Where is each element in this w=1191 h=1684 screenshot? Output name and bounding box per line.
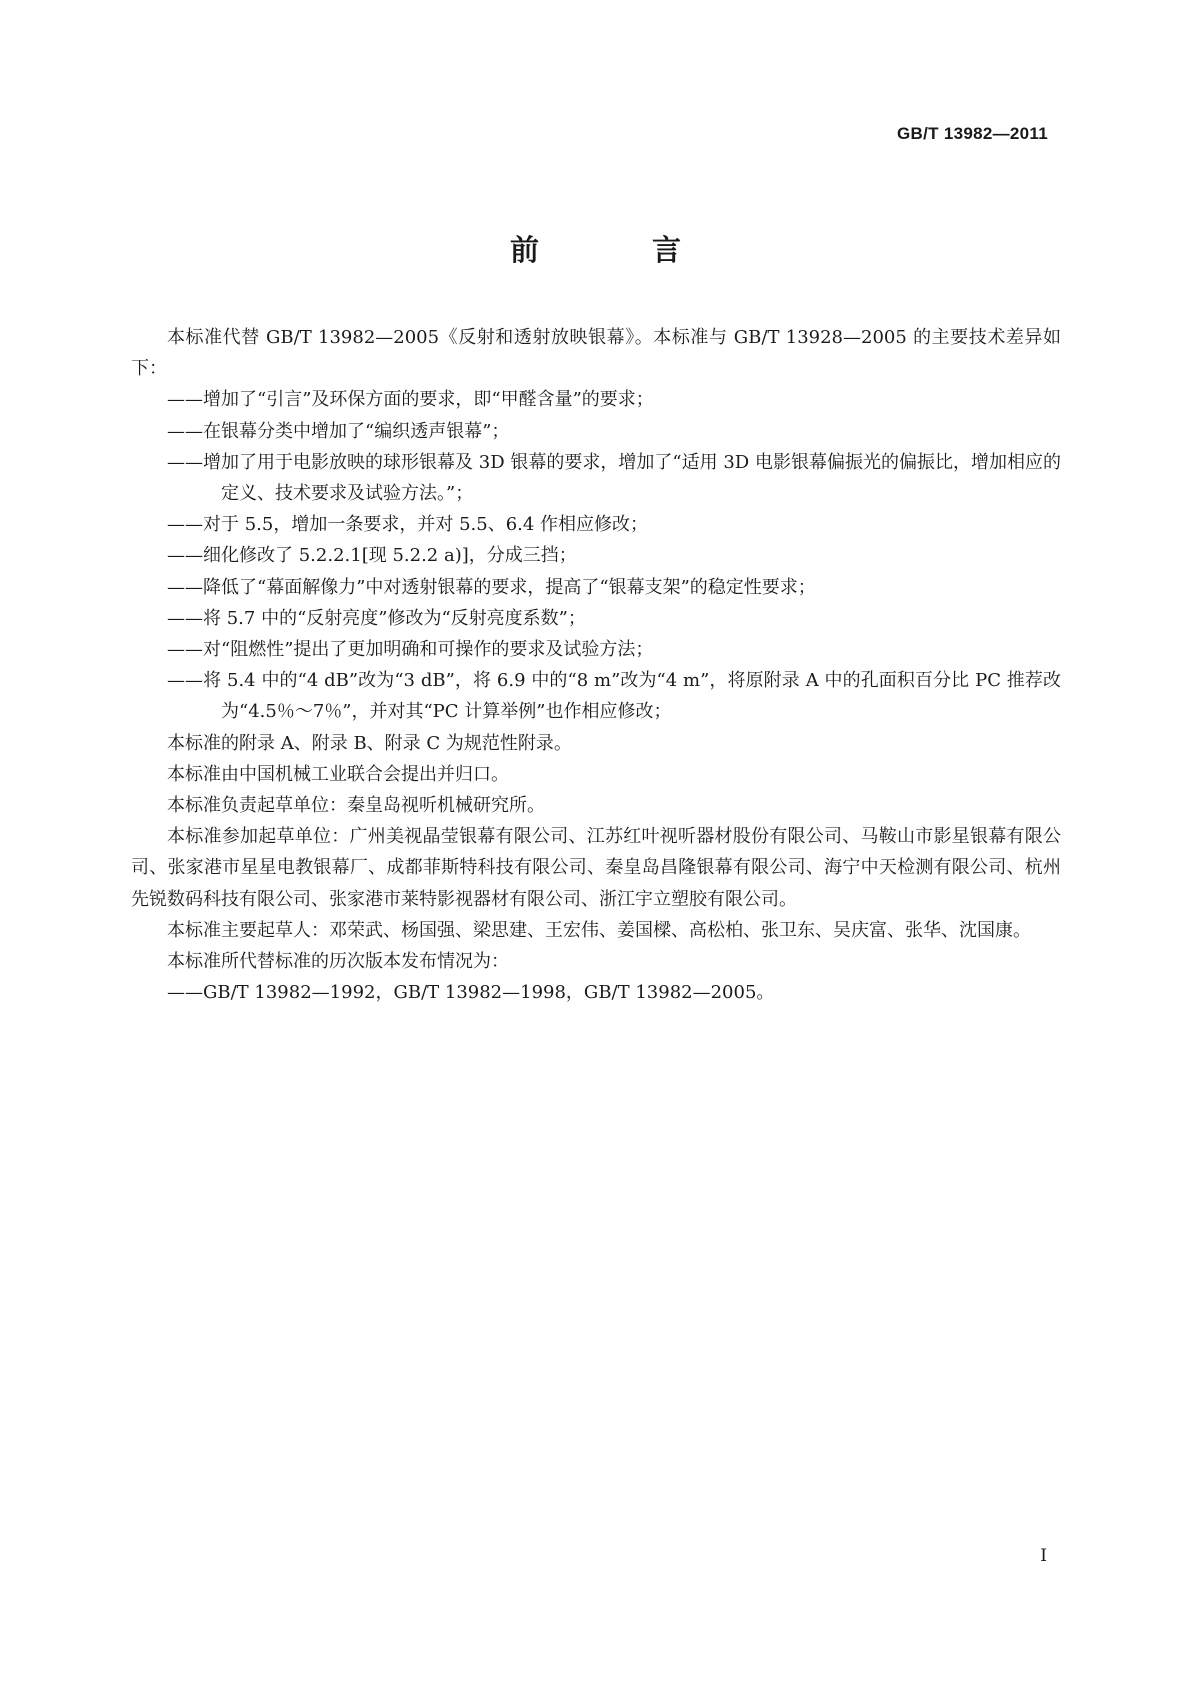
foreword-body bbox=[131, 322, 1061, 1008]
page-number: I bbox=[1040, 1546, 1047, 1566]
proposer-statement: 本标准由中国机械工业联合会提出并归口。 bbox=[167, 763, 509, 785]
history-intro: 本标准所代替标准的历次版本发布情况为： bbox=[167, 951, 509, 973]
change-item: ——增加了用于电影放映的球形银幕及 3D 银幕的要求，增加了“适用 3D 电影银幕偏振光的偏振比，增加相应的定义、技术要求及试验方法。”； bbox=[167, 451, 1061, 505]
participating-drafters: 本标准参加起草单位：广州美视晶莹银幕有限公司、江苏红叶视听器材股份有限公司、马鞍山市影星银幕有限公司、张家港市星星电教银幕厂、成都菲斯特科技有限公司、秦皇岛昌隆银幕有限公司、海宁中天检测有限公司、杭州先锐数码科技有限公司、张家港市莱特影视器材有限公司、浙江宇立塑胶有限公司。 bbox=[131, 826, 1061, 910]
main-drafters: 本标准主要起草人：邓荣武、杨国强、梁思建、王宏伟、姜国樑、高松柏、张卫东、吴庆富、张华、沈国康。 bbox=[167, 919, 1031, 941]
history-list: ——GB/T 13982—1992，GB/T 13982—1998，GB/T 13982—2005。 bbox=[167, 982, 775, 1004]
standard-code: GB/T 13982—2011 bbox=[897, 124, 1048, 143]
change-item: ——在银幕分类中增加了“编织透声银幕”； bbox=[167, 420, 510, 442]
responsible-drafter: 本标准负责起草单位：秦皇岛视听机械研究所。 bbox=[167, 795, 545, 817]
intro-paragraph: 本标准代替 GB/T 13982—2005《反射和透射放映银幕》。本标准与 GB/T 13928—2005 的主要技术差异如下： bbox=[131, 327, 1061, 380]
change-item: ——降低了“幕面解像力”中对透射银幕的要求，提高了“银幕支架”的稳定性要求； bbox=[167, 576, 816, 598]
change-item: ——增加了“引言”及环保方面的要求，即“甲醛含量”的要求； bbox=[167, 389, 654, 411]
page-title: 前 言 bbox=[509, 233, 723, 267]
change-item: ——将 5.4 中的“4 dB”改为“3 dB”，将 6.9 中的“8 m”改为“4 m”，将原附录 A 中的孔面积百分比 PC 推荐改为“4.5％～7％”，并对其“PC 计算举例”也作相应修改； bbox=[167, 670, 1061, 723]
change-item: ——细化修改了 5.2.2.1[现 5.2.2 a)]，分成三挡； bbox=[167, 545, 577, 567]
change-item: ——将 5.7 中的“反射亮度”修改为“反射亮度系数”； bbox=[167, 607, 586, 629]
change-item: ——对于 5.5，增加一条要求，并对 5.5、6.4 作相应修改； bbox=[167, 514, 649, 536]
change-item: ——对“阻燃性”提出了更加明确和可操作的要求及试验方法； bbox=[167, 639, 654, 661]
annex-statement: 本标准的附录 A、附录 B、附录 C 为规范性附录。 bbox=[167, 732, 572, 754]
